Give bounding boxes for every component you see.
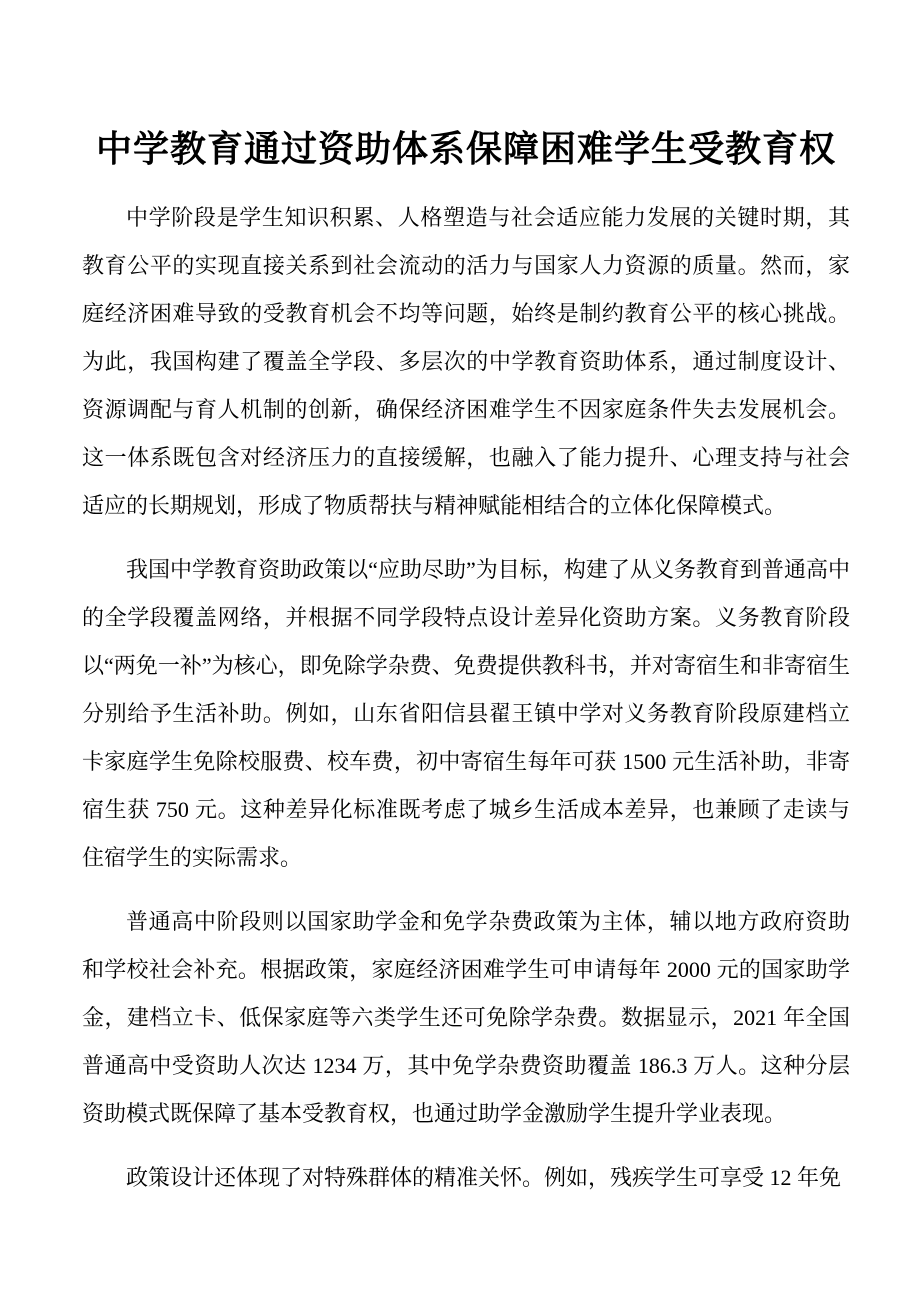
body-paragraph-1: 中学阶段是学生知识积累、人格塑造与社会适应能力发展的关键时期，其教育公平的实现直接关系到社会流动的活力与国家人力资源的质量。然而，家庭经济困难导致的受教育机会不均等问题，始终是制约教育公平的核心挑战。为此，我国构建了覆盖全学段、多层次的中学教育资助体系，通过制度设计、资源调配与育人机制的创新，确保经济困难学生不因家庭条件失去发展机会。这一体系既包含对经济压力的直接缓解，也融入了能力提升、心理支持与社会适应的长期规划，形成了物质帮扶与精神赋能相结合的立体化保障模式。 (82, 205, 850, 518)
body-paragraph-4: 政策设计还体现了对特殊群体的精准关怀。例如，残疾学生可享受 12 年免 (126, 1165, 842, 1190)
body-paragraph-3: 普通高中阶段则以国家助学金和免学杂费政策为主体，辅以地方政府资助和学校社会补充。根据政策，家庭经济困难学生可申请每年 2000 元的国家助学金，建档立卡、低保家庭等六类学生还可免除学杂费。数据显示，2021 年全国普通高中受资助人次达 1234 万，其中免学杂费资助覆盖 186.3 万人。这种分层资助模式既保障了基本受教育权，也通过助学金激励学生提升学业表现。 (82, 909, 850, 1126)
document-content (0, 126, 920, 1202)
document-title: 中学教育通过资助体系保障困难学生受教育权 (95, 128, 836, 169)
body-paragraph-2: 我国中学教育资助政策以“应助尽助”为目标，构建了从义务教育到普通高中的全学段覆盖网络，并根据不同学段特点设计差异化资助方案。义务教育阶段以“两免一补”为核心，即免除学杂费、免费提供教科书，并对寄宿生和非寄宿生分别给予生活补助。例如，山东省阳信县翟王镇中学对义务教育阶段原建档立卡家庭学生免除校服费、校车费，初中寄宿生每年可获 1500 元生活补助，非寄宿生获 750 元。这种差异化标准既考虑了城乡生活成本差异，也兼顾了走读与住宿学生的实际需求。 (82, 557, 850, 870)
